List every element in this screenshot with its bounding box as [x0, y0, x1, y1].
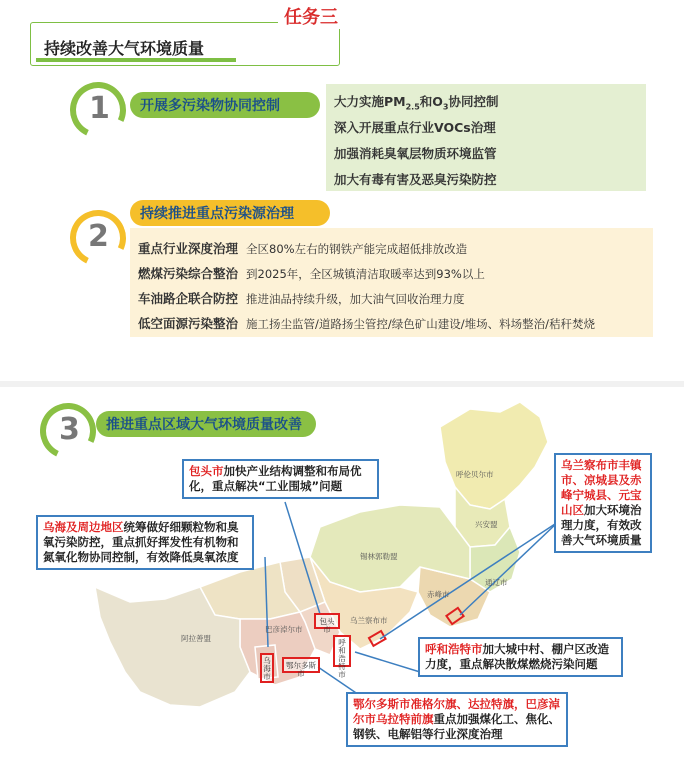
- section1-line-4: 加大有毒有害及恶臭污染防控: [334, 172, 497, 187]
- row-value: 施工扬尘监管/道路扬尘管控/绿色矿山建设/堆场、料场整治/秸秆焚烧: [246, 317, 596, 331]
- connector-huhehaote: [355, 652, 420, 672]
- callout-huhehaote: [418, 637, 623, 677]
- map-label-alashan: 阿拉善盟: [181, 634, 211, 643]
- section1-line-3: 加强消耗臭氧层物质环境监管: [334, 146, 497, 161]
- callout-baotou-region: 包头市: [189, 464, 224, 478]
- redbox-huhehaote-label: 呼和浩特市: [338, 638, 346, 679]
- section2-row-4: [138, 314, 595, 332]
- section1-line-1: 大力实施$PM_{2.5}$和$O_3$协同控制: [334, 94, 499, 112]
- row-value: 推进油品持续升级，加大油气回收治理力度: [246, 292, 465, 306]
- callout-eerduosi: [346, 692, 568, 747]
- callout-baotou: [182, 459, 379, 499]
- callout-wuhai-region: 乌海及周边地区: [43, 520, 124, 534]
- section2-number: 2: [88, 219, 109, 254]
- section3-number: 3: [59, 412, 80, 447]
- row-key: 低空面源污染整治: [138, 316, 239, 331]
- map-label-wulanchabu: 乌兰察布市: [350, 616, 388, 625]
- section2-row-3: [138, 289, 465, 307]
- callout-wuhai: [36, 515, 254, 570]
- map-label-tongliao: 通辽市: [485, 578, 508, 587]
- section1-list: [326, 84, 646, 191]
- section2-row-1: [138, 239, 467, 257]
- map-label-bayannaoer: 巴彦淖尔市: [265, 625, 303, 634]
- map-label-xinganmeng: 兴安盟: [475, 520, 498, 529]
- row-value: 全区80%左右的钢铁产能完成超低排放改造: [246, 242, 468, 256]
- callout-baotou-text: 加快产业结构调整和布局优化，重点解决“工业围城”问题: [189, 464, 362, 493]
- row-key: 车油路企联合防控: [138, 291, 239, 306]
- section2-row-2: [138, 264, 485, 282]
- section2-table: [130, 228, 653, 337]
- row-key: 重点行业深度治理: [138, 241, 239, 256]
- section1-number: 1: [89, 91, 110, 126]
- callout-eerduosi-text: 重点加强煤化工、焦化、钢铁、电解铝等行业深度治理: [353, 712, 560, 741]
- map-label-chifeng: 赤峰市: [427, 590, 450, 599]
- task-label: 任务三: [278, 3, 344, 29]
- callout-eerduosi-region: 鄂尔多斯市准格尔旗、达拉特旗，巴彦淖尔市乌拉特前旗: [353, 697, 560, 726]
- section1-line-2: 深入开展重点行业VOCs治理: [334, 120, 496, 135]
- row-value: 到2025年，全区城镇清洁取暖率达到93%以上: [246, 267, 485, 281]
- row-key: 燃煤污染综合整治: [138, 266, 239, 281]
- redbox-baotou-label: 包头市: [319, 617, 335, 634]
- callout-wulanchabu: [554, 453, 652, 553]
- map-label-xilinguole: 锡林郭勒盟: [360, 552, 398, 561]
- bottom-panel: [0, 381, 684, 765]
- title-underline: [36, 58, 236, 62]
- map-label-hulunbeier: 呼伦贝尔市: [456, 470, 494, 479]
- callout-wulanchabu-region: 乌兰察布市丰镇市、凉城县及赤峰宁城县、元宝山区: [561, 458, 642, 517]
- section3-heading: 推进重点区域大气环境质量改善: [96, 411, 316, 437]
- section1-heading: 开展多污染物协同控制: [130, 92, 320, 118]
- inner-mongolia-map: [0, 387, 684, 771]
- callout-wulanchabu-text: 加大环境治理力度，有效改善大气环境质量: [561, 503, 642, 547]
- top-panel: [0, 0, 684, 368]
- redbox-eerduosi-label: 鄂尔多斯市: [286, 661, 316, 678]
- callout-huhehaote-region: 呼和浩特市: [425, 642, 483, 656]
- callout-huhehaote-text: 加大城中村、棚户区改造力度，重点解决散煤燃烧污染问题: [425, 642, 609, 671]
- callout-wuhai-text: 统筹做好细颗粒物和臭氧污染防控，重点抓好挥发性有机物和氮氧化物协同控制，有效降低臭氧浓度: [43, 520, 239, 564]
- redbox-wuhai-label: 乌海市: [263, 656, 271, 681]
- section2-heading: 持续推进重点污染源治理: [130, 200, 330, 226]
- task-title: 持续改善大气环境质量: [44, 39, 205, 58]
